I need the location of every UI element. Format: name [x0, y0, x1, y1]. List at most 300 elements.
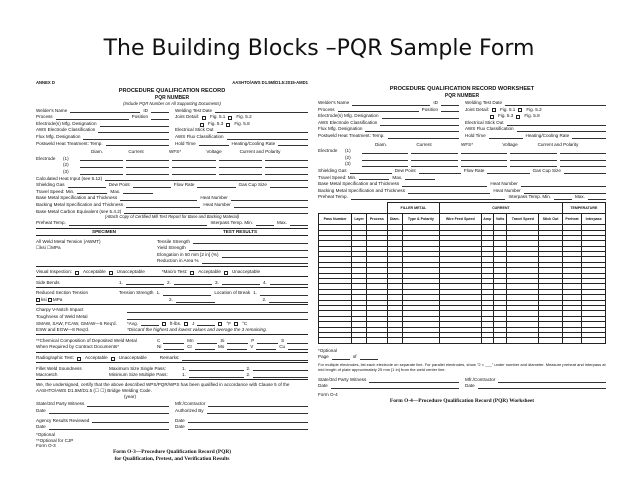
electrode-field[interactable]: [172, 164, 215, 168]
field-label: AWS Electrode Classification: [36, 127, 96, 133]
fig-label: Fig. 5.3: [498, 113, 514, 119]
field-label: Shielding Gas: [318, 168, 347, 174]
num-label: 1.: [119, 279, 123, 285]
column-header: Stick Out: [539, 214, 562, 225]
optional-notes: [36, 432, 308, 449]
charpy-temp-field[interactable]: [197, 322, 215, 326]
column-header: Pass Number: [319, 214, 352, 225]
num-label: 2.: [246, 365, 251, 371]
num-label: 2.: [246, 372, 251, 378]
fig-checkbox[interactable]: [492, 108, 496, 112]
fillet-field[interactable]: [189, 374, 244, 378]
electrode-class-field[interactable]: [380, 122, 459, 126]
result-field[interactable]: [202, 260, 308, 264]
fig-label: Fig. 5.2: [236, 114, 252, 120]
field-label: Toughness of Weld Metal: [36, 314, 88, 320]
travel-max-field[interactable]: [123, 190, 153, 194]
flow-rate-field[interactable]: [487, 170, 529, 174]
fig-checkbox[interactable]: [228, 116, 232, 120]
checkbox[interactable]: [234, 322, 238, 326]
fillet-field[interactable]: [189, 367, 244, 371]
tension-field[interactable]: [163, 292, 211, 296]
charpy-field[interactable]: [127, 316, 308, 320]
electrode-field[interactable]: [126, 157, 169, 161]
electrode-field[interactable]: [362, 157, 408, 161]
right-field-column: [175, 107, 308, 147]
heating-rate-field[interactable]: [278, 142, 308, 146]
col-label: Diam.: [375, 141, 387, 147]
field-label: Reduced Section Tension: [36, 290, 89, 296]
backing-metal-field[interactable]: [126, 204, 200, 208]
witness-field[interactable]: [87, 403, 169, 407]
field-label: Date: [465, 383, 475, 389]
field-label: Backing Metal Specification and Thickness: [36, 201, 123, 207]
option-label: Unacceptable: [231, 269, 261, 275]
column-header: Layer: [352, 214, 367, 225]
tension-field[interactable]: [176, 299, 215, 303]
checkbox[interactable]: [36, 298, 40, 302]
bend-field[interactable]: [270, 281, 308, 285]
num-label: 3.: [215, 279, 219, 285]
table-cell[interactable]: [481, 338, 493, 343]
interpass-max-field[interactable]: [290, 222, 308, 226]
chem-field[interactable]: [227, 340, 248, 344]
fig-checkbox[interactable]: [200, 123, 204, 127]
electrode-field[interactable]: [265, 164, 308, 168]
field-label: Electrode(s) Mfg. Designation: [36, 120, 97, 126]
chem-field[interactable]: [164, 346, 184, 350]
top-fields: [318, 99, 606, 139]
electrode-field[interactable]: [126, 171, 169, 175]
year-label: (year): [124, 393, 136, 399]
num-label: 1.: [156, 290, 161, 296]
row-label: (3): [63, 168, 69, 174]
num-label: 2.: [167, 279, 171, 285]
optional-note: **Optional for CJP: [36, 437, 74, 443]
column-header: Preheat: [562, 214, 582, 225]
electrode-field[interactable]: [265, 171, 308, 175]
gas-cup-field[interactable]: [564, 170, 606, 174]
field-label: AWS Electrode Classification: [318, 119, 378, 125]
field-label: Joint Detail:: [175, 114, 200, 120]
chem-field[interactable]: [195, 346, 215, 350]
table-cell[interactable]: [539, 338, 562, 343]
fillet-field[interactable]: [253, 367, 308, 371]
fig-checkbox[interactable]: [490, 115, 494, 119]
bend-field[interactable]: [126, 281, 164, 285]
id-field[interactable]: [151, 109, 169, 113]
fig-label: Fig. 5.8: [234, 120, 250, 126]
optional-note: *Optional: [318, 347, 337, 353]
field-label: Heat Number: [200, 195, 228, 201]
checkbox[interactable]: [109, 271, 113, 275]
fig-checkbox[interactable]: [226, 123, 230, 127]
row-label: (2): [63, 162, 69, 168]
field-label: Process: [36, 114, 53, 120]
table-group-header: TEMPERATURE: [562, 203, 605, 214]
date-field[interactable]: [49, 426, 169, 430]
electrode-label: Electrode: [318, 148, 338, 154]
electrode-field[interactable]: [560, 150, 606, 154]
checkbox[interactable]: [184, 322, 188, 326]
electrode-field[interactable]: [265, 157, 308, 161]
electrode-row: [318, 147, 606, 154]
checkbox[interactable]: [77, 357, 81, 361]
col-label: Current and Polarity: [239, 149, 281, 155]
table-cell[interactable]: [352, 338, 367, 343]
dew-point-field[interactable]: [133, 184, 171, 188]
chem-field[interactable]: [163, 340, 184, 344]
field-label: Postweld Heat Treatment: Temp.: [36, 140, 103, 146]
agency-field[interactable]: [92, 419, 169, 423]
field-label: Welding Test Date: [465, 100, 503, 106]
test-date-field[interactable]: [505, 102, 606, 106]
annex-label: ANNEX D: [36, 80, 55, 85]
element-label: Mo: [217, 344, 225, 350]
heat-number-field[interactable]: [524, 190, 606, 194]
num-label: 1.: [182, 365, 186, 371]
flux-designation-field[interactable]: [83, 136, 169, 140]
element-label: S: [281, 337, 285, 343]
worksheet-note: For multiple electrodes, list each electrode on separate line. For parallel electrodes, show "2 × ___" under number and diameter. Measure preheat and interpass at mid length of plate approximately 25 mm [1 in] from the weld center line.: [318, 361, 606, 372]
pass-table: [318, 202, 606, 344]
table-cell[interactable]: [402, 338, 439, 343]
travel-max-field[interactable]: [405, 176, 435, 180]
bend-field[interactable]: [222, 281, 260, 285]
position-field[interactable]: [151, 116, 169, 120]
field-label: Welder's Name: [36, 107, 68, 113]
of-label: of: [352, 354, 357, 360]
shielding-gas-field[interactable]: [68, 184, 106, 188]
chem-field[interactable]: [288, 346, 308, 350]
chem-field[interactable]: [287, 340, 308, 344]
electrode-field[interactable]: [172, 171, 215, 175]
position-label: Position: [421, 106, 438, 112]
heat-input-field[interactable]: [105, 177, 308, 181]
field-label: Dew Point: [394, 168, 416, 174]
num-label: 2.: [169, 296, 173, 302]
column-header: Volts: [494, 214, 507, 225]
electrode-field[interactable]: [126, 164, 169, 168]
field-label: Flux Mfg. Designation: [36, 133, 81, 139]
field-label: State/3rd Party Witness: [36, 401, 85, 407]
result-field[interactable]: [222, 254, 308, 258]
position-field[interactable]: [441, 108, 459, 112]
field-label: Process: [318, 106, 335, 112]
field-label: Macroetch: [36, 372, 58, 378]
shielding-gas-field[interactable]: [350, 170, 392, 174]
col-label: Voltage: [206, 149, 222, 155]
fig-label: Fig. 5.1: [210, 114, 226, 120]
date-field[interactable]: [188, 419, 308, 423]
electrode-row: [318, 161, 606, 168]
electrode-field[interactable]: [411, 150, 457, 154]
field-label: Mfr./Contractor: [465, 376, 496, 382]
electrode-row: [318, 154, 606, 161]
test-date-field[interactable]: [215, 109, 308, 113]
electrode-field[interactable]: [411, 157, 457, 161]
charpy-field[interactable]: [127, 309, 308, 313]
chem-field[interactable]: [257, 340, 278, 344]
stick-out-field[interactable]: [217, 129, 308, 133]
hold-time-field[interactable]: [489, 135, 523, 139]
electrode-field[interactable]: [219, 164, 262, 168]
element-label: Si: [220, 337, 225, 343]
welder-name-field[interactable]: [352, 102, 430, 106]
electrode-class-field[interactable]: [98, 129, 169, 133]
field-label: AWS Flux Classification: [465, 126, 514, 132]
certification-statement: We, the undersigned, certify that the above described WPS/PQR/WPS has been qualified in accordance with Clause 5 of the AASHTO/AWS D1.5M/D1.5 (☐ ☐) Bridge Welding Code.: [36, 381, 290, 393]
column-header: Amp: [481, 214, 493, 225]
pqr-worksheet: [318, 80, 606, 470]
result-field[interactable]: [189, 247, 308, 251]
field-label: Flow Rate: [463, 168, 485, 174]
field-label: *Avg.: [127, 320, 138, 326]
field-label: Postweld Heat Treatment: Temp.: [318, 133, 385, 139]
result-label: Yield Strength: [157, 245, 186, 251]
field-label: Date: [175, 424, 185, 430]
charpy-note: *Discard the highest and lowest values and average the 3 remaining.: [127, 327, 267, 333]
process-field[interactable]: [56, 116, 129, 120]
page-field[interactable]: [332, 356, 350, 360]
pwht-temp-field[interactable]: [388, 135, 459, 139]
field-label: Date: [175, 417, 185, 423]
field-label: Max.: [392, 174, 403, 180]
table-cell[interactable]: [440, 338, 482, 343]
checkbox[interactable]: [75, 271, 79, 275]
electrode-field[interactable]: [362, 150, 408, 154]
chem-field[interactable]: [227, 346, 247, 350]
checkbox[interactable]: [224, 271, 228, 275]
checkbox[interactable]: [162, 322, 166, 326]
field-label: Dew Point: [108, 182, 130, 188]
fig-checkbox[interactable]: [516, 115, 520, 119]
welder-name-field[interactable]: [70, 109, 140, 113]
option-label: Acceptable: [82, 269, 106, 275]
contractor-field[interactable]: [498, 379, 606, 383]
witness-field[interactable]: [369, 379, 459, 383]
checkbox[interactable]: [218, 322, 222, 326]
column-header: Diam.: [387, 214, 402, 225]
column-header: Type & Polarity: [402, 214, 439, 225]
num-label: 1.: [182, 372, 186, 378]
checkbox[interactable]: [190, 271, 194, 275]
travel-min-field[interactable]: [359, 176, 389, 180]
electrode-field[interactable]: [80, 157, 123, 161]
hold-time-field[interactable]: [199, 142, 229, 146]
electrode-field[interactable]: [362, 163, 408, 167]
field-label: Max.: [110, 188, 121, 194]
field-label: Heat Number: [203, 201, 231, 207]
interpass-min-field[interactable]: [554, 196, 572, 200]
date-field[interactable]: [478, 385, 606, 389]
form-header: [36, 80, 308, 85]
fig-label: Fig. 5.2: [526, 106, 542, 112]
field-label: Tension Strength: [119, 290, 154, 296]
result-field[interactable]: [193, 240, 308, 244]
checkbox[interactable]: [48, 298, 52, 302]
remarks-field[interactable]: [182, 357, 308, 361]
electrode-designation-field[interactable]: [100, 123, 169, 127]
electrode-field[interactable]: [510, 157, 556, 161]
dew-point-field[interactable]: [419, 170, 461, 174]
electrode-field[interactable]: [461, 157, 507, 161]
specimen-label: ☐ksi ☐MPa: [36, 245, 61, 251]
gas-cup-field[interactable]: [270, 184, 308, 188]
field-label: Mfr./Contractor: [175, 401, 206, 407]
flux-class-field[interactable]: [517, 128, 606, 132]
field-label: Backing Metal Specification and Thickness: [318, 187, 405, 193]
break-field[interactable]: [260, 292, 308, 296]
heating-rate-field[interactable]: [572, 135, 606, 139]
element-label: Cu: [279, 344, 286, 350]
form-id: Form O-3: [36, 443, 56, 449]
column-header: Interpass: [582, 214, 606, 225]
checkbox[interactable]: [111, 357, 115, 361]
fillet-field[interactable]: [253, 374, 308, 378]
fig-checkbox[interactable]: [518, 108, 522, 112]
backing-metal-field[interactable]: [408, 190, 490, 194]
electrode-field[interactable]: [560, 157, 606, 161]
field-label: Heat Number: [493, 187, 521, 193]
field-label: Flow Rate: [173, 182, 195, 188]
table-cell[interactable]: [366, 338, 387, 343]
preheat-field[interactable]: [69, 222, 208, 226]
col-label: WFS*: [169, 149, 181, 155]
contractor-field[interactable]: [208, 403, 308, 407]
unit-label: J: [192, 320, 195, 326]
field-label: Electrical Stick Out: [465, 119, 504, 125]
interpass-max-field[interactable]: [588, 196, 606, 200]
flow-rate-field[interactable]: [197, 184, 235, 188]
unit-label: ft-lbs.: [169, 320, 182, 326]
table-cell[interactable]: [387, 338, 402, 343]
heat-number-field[interactable]: [231, 197, 308, 201]
field-label: **Chemical Composition of Deposited Weld Metal: [36, 337, 137, 343]
break-field[interactable]: [269, 299, 308, 303]
field-label: Base Metal Specification and Thickness: [36, 195, 118, 201]
field-label: Side Bends: [36, 279, 60, 285]
option-label: Unacceptable: [116, 269, 145, 275]
field-label: Radiographic Test:: [36, 354, 74, 360]
fig-checkbox[interactable]: [202, 116, 206, 120]
fig-label: Fig. 5.3: [208, 120, 224, 126]
field-label: Hold Time: [465, 133, 486, 139]
heat-number-field[interactable]: [234, 204, 308, 208]
id-field[interactable]: [441, 102, 459, 106]
electrode-field[interactable]: [219, 157, 262, 161]
charpy-avg-field[interactable]: [141, 322, 159, 326]
field-label: ESW and EGW—8 Req'd.: [36, 327, 90, 333]
field-label: Preheat Temp.: [318, 194, 348, 200]
date-field[interactable]: [49, 410, 169, 414]
element-label: P: [251, 337, 255, 343]
chem-field[interactable]: [197, 340, 218, 344]
id-label: ID: [433, 100, 438, 106]
electrode-field[interactable]: [172, 157, 215, 161]
form-subtitle: PQR NUMBER: [154, 95, 190, 102]
stick-out-field[interactable]: [507, 122, 606, 126]
element-label: C: [157, 337, 161, 343]
signoff: [318, 376, 606, 389]
field-label: Welder's Name: [318, 100, 350, 106]
form-subtitle: PQR NUMBER: [444, 92, 480, 99]
heat-number-field[interactable]: [521, 183, 606, 187]
pwht-temp-field[interactable]: [106, 142, 169, 146]
process-field[interactable]: [338, 108, 419, 112]
slide-title: The Building Blocks –PQR Sample Form: [103, 36, 535, 61]
table-cell[interactable]: [562, 338, 582, 343]
electrode-designation-field[interactable]: [382, 115, 459, 119]
field-label: Hold Time: [175, 140, 196, 146]
page-total-field[interactable]: [360, 356, 378, 360]
table-cell[interactable]: [494, 338, 507, 343]
field-label: Date: [36, 424, 46, 430]
electrode-field[interactable]: [560, 163, 606, 167]
table-cell[interactable]: [507, 338, 539, 343]
form-footer: Form O-3—Procedure Qualification Record (PQR): [112, 449, 232, 456]
electrode-field[interactable]: [80, 164, 123, 168]
field-label: Agency Results Reviewed: [36, 417, 90, 423]
field-label: Charpy V-Notch Impact: [36, 307, 84, 313]
field-label: Preheat Temp.: [36, 220, 66, 226]
chem-field[interactable]: [256, 346, 276, 350]
electrode-field[interactable]: [461, 163, 507, 167]
specimen-header: SPECIMEN: [92, 229, 116, 235]
electrode-field[interactable]: [461, 150, 507, 154]
preheat-field[interactable]: [351, 196, 506, 200]
field-label: Date: [36, 408, 46, 414]
result-label: Elongation in 50 mm [2 in] (%): [157, 251, 219, 257]
electrode-field[interactable]: [510, 163, 556, 167]
code-label: AASHTO/AWS D1.5M/D1.5:2015-AMD1: [232, 80, 308, 85]
table-cell[interactable]: [582, 338, 606, 343]
field-label: Heating/Cooling Rate: [231, 140, 276, 146]
electrode-field[interactable]: [219, 171, 262, 175]
table-cell[interactable]: [319, 338, 352, 343]
field-label: AWS Flux Classification: [175, 133, 224, 139]
flux-designation-field[interactable]: [365, 128, 459, 132]
bend-field[interactable]: [174, 281, 212, 285]
electrode-field[interactable]: [411, 163, 457, 167]
field-label: Max.: [277, 220, 287, 226]
result-label: Reduction in Area %: [157, 258, 199, 264]
col-label: WFS*: [461, 141, 473, 147]
electrode-field[interactable]: [80, 171, 123, 175]
authorized-field[interactable]: [207, 410, 308, 414]
date-field[interactable]: [188, 426, 308, 430]
travel-min-field[interactable]: [77, 190, 107, 194]
column-header: Wire Feed Speed: [440, 214, 482, 225]
date-field[interactable]: [331, 385, 459, 389]
base-metal-field[interactable]: [120, 197, 197, 201]
field-label: Heating/Cooling Rate: [525, 133, 570, 139]
flux-class-field[interactable]: [227, 136, 308, 140]
field-label: Fillet Weld Soundness: [36, 365, 82, 371]
field-label: Travel Speed: Min.: [36, 188, 75, 194]
base-metal-field[interactable]: [402, 183, 487, 187]
element-label: Mn: [187, 337, 194, 343]
field-label: Welding Test Date: [175, 107, 213, 113]
num-label: 1.: [253, 290, 257, 296]
interpass-min-field[interactable]: [256, 222, 274, 226]
field-label: When Required by Contract Documents*: [36, 344, 119, 350]
row-label: (1): [63, 155, 69, 161]
row-label: (3): [345, 161, 351, 167]
electrode-field[interactable]: [510, 150, 556, 154]
optional-note: *Optional: [36, 431, 55, 437]
electrode-label: Electrode: [36, 155, 56, 161]
